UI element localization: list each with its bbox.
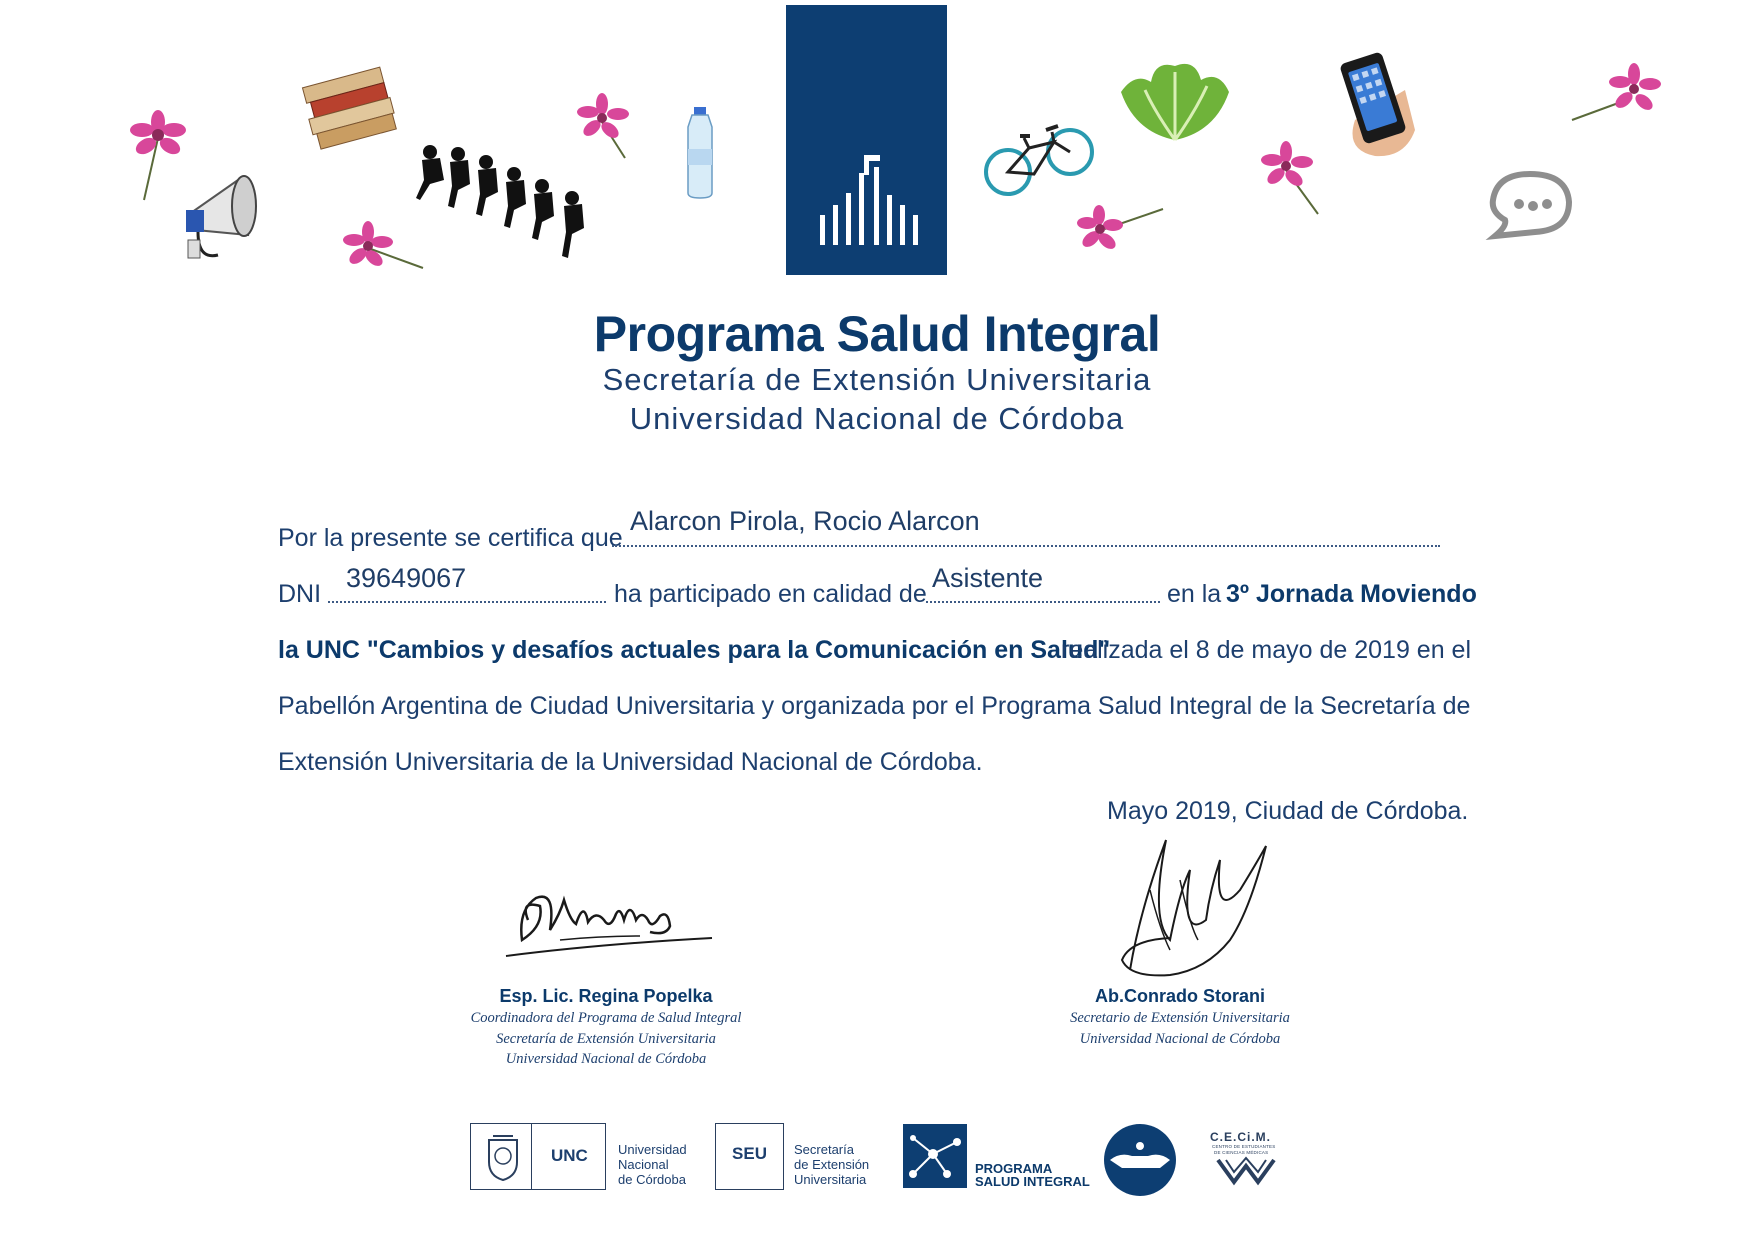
signatory-role: Universidad Nacional de Córdoba bbox=[1079, 1031, 1281, 1047]
seu-name-1: Secretaría bbox=[794, 1142, 854, 1157]
event-name-part2: la UNC "Cambios y desafíos actuales para la Comunicación en Salud" bbox=[278, 636, 1111, 664]
intro-text: Por la presente se certifica que bbox=[278, 524, 623, 552]
cecim-abbr: C.E.Ci.M. bbox=[1210, 1130, 1272, 1144]
recipient-name: Alarcon Pirola, Rocio Alarcon bbox=[630, 506, 980, 536]
cecim-sub-1: CENTRO DE ESTUDIANTES bbox=[1212, 1144, 1276, 1149]
organizer-text: Extensión Universitaria de la Universidad Nacional de Córdoba. bbox=[278, 748, 983, 776]
dotted-line bbox=[328, 601, 606, 603]
psi-label-1: PROGRAMA bbox=[975, 1161, 1053, 1176]
seu-logo bbox=[715, 1123, 784, 1190]
divider bbox=[531, 1124, 532, 1189]
role-value: Asistente bbox=[932, 563, 1044, 593]
signatory-role: Secretaría de Extensión Universitaria bbox=[496, 1031, 716, 1047]
signatory-name: Ab.Conrado Storani bbox=[1095, 986, 1265, 1006]
cecim-wave-icon bbox=[1216, 1156, 1276, 1186]
unc-name-2: Nacional bbox=[618, 1157, 669, 1172]
seu-name-3: Universitaria bbox=[794, 1172, 867, 1187]
event-date-text: realizada el 8 de mayo de 2019 en el bbox=[1061, 636, 1472, 664]
signature-popelka bbox=[500, 870, 720, 970]
dotted-line bbox=[926, 601, 1160, 603]
event-location-text: Pabellón Argentina de Ciudad Universitaria y organizada por el Programa Salud Integral de la Secretaría de bbox=[278, 692, 1471, 720]
signatory-role: Secretario de Extensión Universitaria bbox=[1070, 1010, 1290, 1026]
unc-name-1: Universidad bbox=[618, 1142, 687, 1157]
participation-text: ha participado en calidad de bbox=[614, 580, 927, 608]
cecim-sub-2: DE CIENCIAS MÉDICAS bbox=[1214, 1150, 1269, 1155]
subtitle-secretaria: Secretaría de Extensión Universitaria bbox=[602, 362, 1152, 397]
dni-label: DNI bbox=[278, 580, 322, 608]
subtitle-universidad: Universidad Nacional de Córdoba bbox=[629, 401, 1125, 436]
psi-label-2: SALUD INTEGRAL bbox=[975, 1174, 1090, 1189]
signature-storani bbox=[1110, 830, 1280, 980]
seu-name-2: de Extensión bbox=[794, 1157, 870, 1172]
dotted-line bbox=[612, 545, 1440, 547]
network-icon bbox=[903, 1124, 967, 1188]
unc-abbr: UNC bbox=[551, 1146, 588, 1165]
footer-logos bbox=[0, 1110, 1754, 1220]
dni-value: 39649067 bbox=[346, 563, 467, 593]
signatory-role: Coordinadora del Programa de Salud Integral bbox=[470, 1010, 742, 1026]
handshake-icon bbox=[1102, 1122, 1178, 1198]
en-la-text: en la bbox=[1167, 580, 1222, 608]
unc-crest-icon bbox=[483, 1132, 523, 1182]
page-title: Programa Salud Integral bbox=[593, 306, 1161, 362]
unc-logo bbox=[470, 1123, 606, 1190]
unc-name-3: de Córdoba bbox=[618, 1172, 686, 1187]
signatory-role: Universidad Nacional de Córdoba bbox=[505, 1051, 707, 1067]
seu-abbr: SEU bbox=[732, 1144, 767, 1163]
event-name-part1: 3º Jornada Moviendo bbox=[1226, 580, 1477, 608]
date-place: Mayo 2019, Ciudad de Córdoba. bbox=[1107, 797, 1469, 825]
signatory-name: Esp. Lic. Regina Popelka bbox=[499, 986, 713, 1006]
